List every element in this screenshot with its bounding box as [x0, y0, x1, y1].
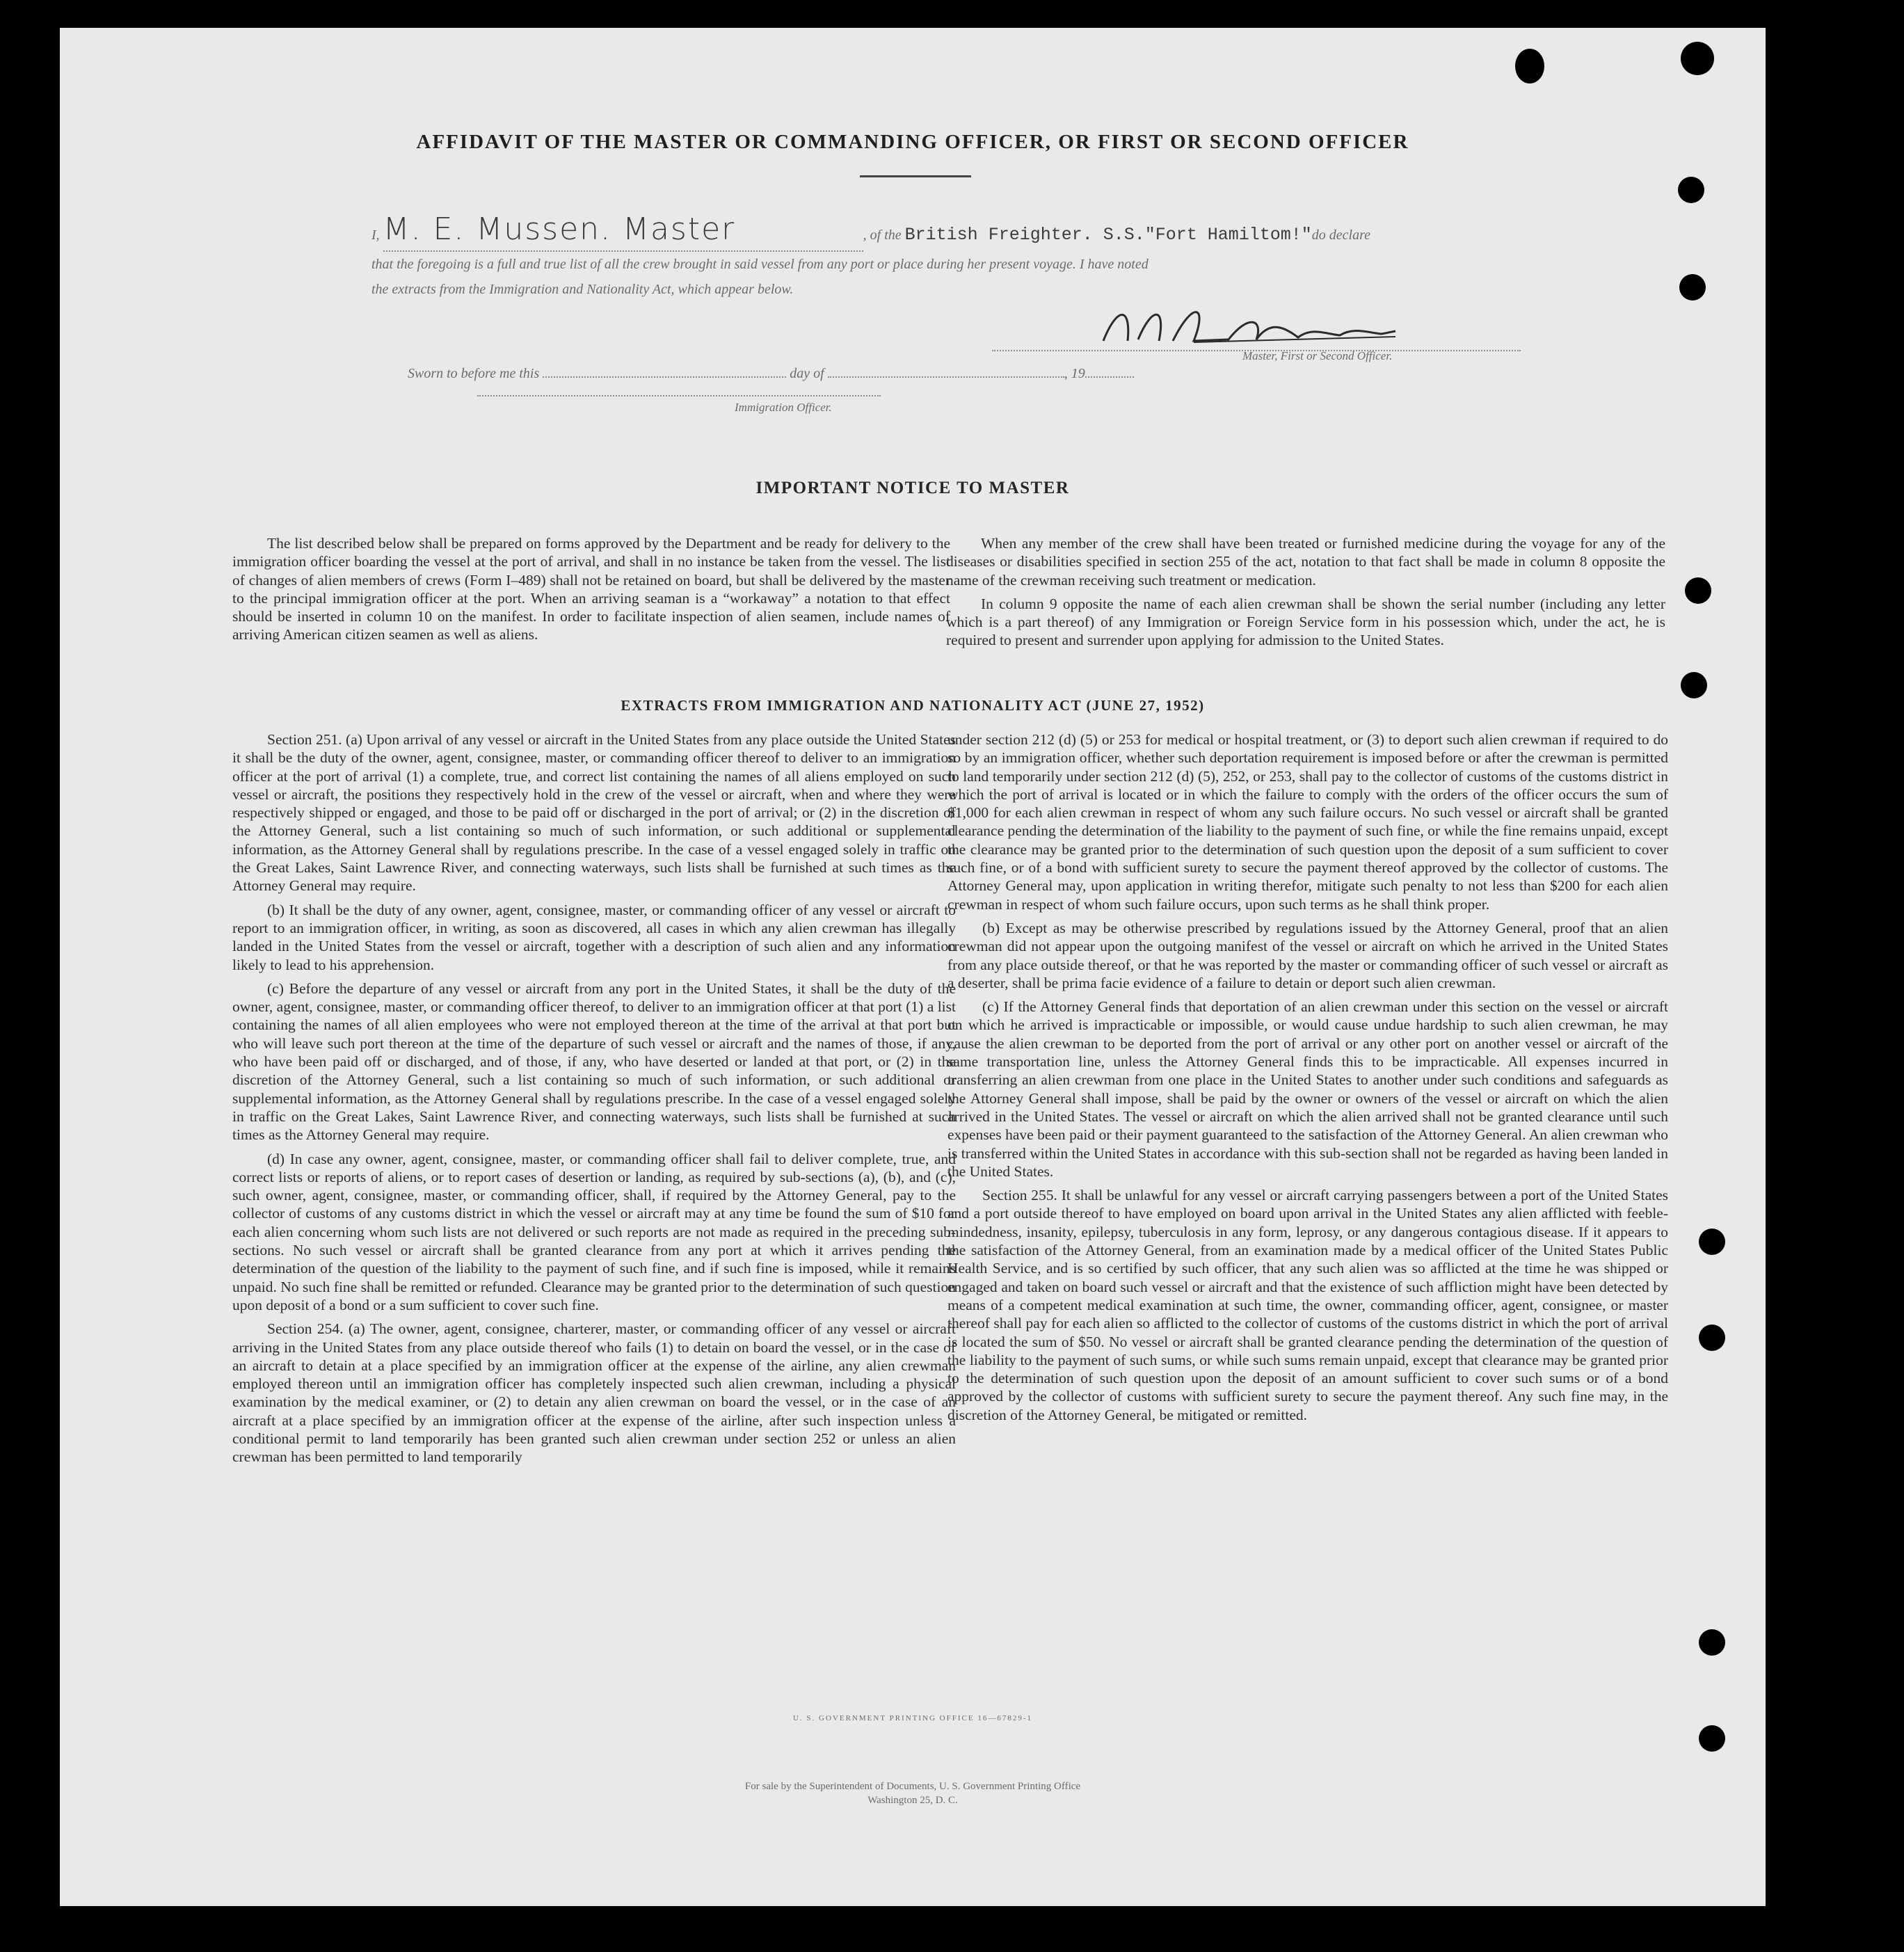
- extracts-left-column: [232, 730, 956, 1472]
- section-251-b: (b) It shall be the duty of any owner, agent, consignee, master, or commanding officer of any vessel or aircraft to report to an immigration officer, in writing, as soon as discovered, all cases in which any alien crewman has illegally landed in the United States from the vessel or aircraft, together with a description of such alien and any information likely to lead to his apprehension.: [232, 901, 956, 973]
- punch-hole: [1699, 1629, 1725, 1656]
- notice-right-paragraph-1: When any member of the crew shall have been treated or furnished medicine during the voyage for any of the diseases or disabilities specified in section 255 of the act, notation to that fact shall be made in column 8 opposite the name of the crewman receiving such treatment or medication.: [946, 535, 1665, 589]
- punch-hole: [1679, 274, 1706, 301]
- sworn-year-field: [1085, 376, 1134, 378]
- master-signature: [1089, 299, 1535, 355]
- declaration-line-1: [371, 211, 1526, 252]
- for-sale-line-1: For sale by the Superintendent of Documents, U. S. Government Printing Office: [744, 1781, 1081, 1792]
- signature-caption: Master, First or Second Officer.: [1242, 349, 1393, 362]
- punch-hole: [1699, 1325, 1725, 1351]
- notice-right-paragraph-2: In column 9 opposite the name of each alien crewman shall be shown the serial number (including any letter which is a part thereof) of any Immigration or Foreign Service form in his possession which, under the act, he is required to present and surrender upon applying for admission to the United States.: [946, 595, 1665, 649]
- declaration-suffix: do declare: [1311, 227, 1371, 243]
- printer-imprint: U. S. GOVERNMENT PRINTING OFFICE 16—67829-1: [792, 1714, 1032, 1722]
- sworn-day-field: [543, 376, 786, 378]
- section-251-c: (c) Before the departure of any vessel or aircraft from any port in the United States, it shall be the duty of the owner, agent, consignee, master, or commanding officer thereof, to deliver to an immigration officer at that port (1) a list containing the names of all alien employees who were not employed thereon at the time of the arrival at that port but who will leave such port thereon at the time of the departure of such vessel or aircraft and the names of those, if any, who have been paid off or discharged, and of those, if any, who have deserted or landed at that port, or (2) in the discretion of the Attorney General, such a list containing so much of such information, or such additional or supplemental information, as the Attorney General shall by regulations prescribe. In the case of a vessel engaged solely in traffic on the Great Lakes, Saint Lawrence River, and connecting waterways, such lists shall be furnished at such times as the Attorney General may require.: [232, 979, 956, 1144]
- sworn-prefix: Sworn to before me this: [408, 366, 540, 381]
- section-254-b: (b) Except as may be otherwise prescribed by regulations issued by the Attorney General, proof that an alien crewman did not appear upon the outgoing manifest of the vessel or aircraft on which he arrived in the United States from any place outside thereof, or that he was reported by the master or commanding officer of such vessel or aircraft as a deserter, shall be prima facie evidence of a failure to detain or deport such alien crewman.: [947, 919, 1668, 991]
- section-254-c: (c) If the Attorney General finds that deportation of an alien crewman under this section on the vessel or aircraft on which he arrived is impracticable or impossible, or would cause undue hardship to such alien crewman, he may cause the alien crewman to be deported from the port of arrival or any other port on another vessel or aircraft of the same transportation line, unless the Attorney General finds this to be impracticable. All expenses incurred in transferring an alien crewman from one place in the United States to another under such conditions and safeguards as the Attorney General shall impose, shall be paid by the owner or owners of the vessel or aircraft on which the alien arrived in the United States. The vessel or aircraft on which the alien arrived shall not be granted clearance until such expenses have been paid or their payment guaranteed to the satisfaction of the Attorney General. An alien crewman who is transferred within the United States in accordance with this sub-section shall not be regarded as having been landed in the United States.: [947, 998, 1668, 1180]
- sworn-day-label: day of: [790, 366, 824, 381]
- officer-caption: Immigration Officer.: [735, 401, 832, 414]
- master-name-handwritten: M. E. Mussen. Master: [383, 211, 736, 247]
- punch-hole: [1685, 577, 1711, 604]
- declaration-prefix: I,: [371, 227, 380, 243]
- declaration-line-3: the extracts from the Immigration and Nationality Act, which appear below.: [371, 282, 794, 297]
- section-254-a-continued: under section 212 (d) (5) or 253 for medical or hospital treatment, or (3) to deport such alien crewman if required to do so by an immigration officer, whether such deportation requirement is imposed before or after the crewman is permitted to land temporarily under section 212 (d) (5), 252, or 253, shall pay to the collector of customs of the customs district in which the port of arrival is located or in which the failure to comply with the orders of the officer occurs the sum of $1,000 for each alien crewman in respect of whom any such failure occurs. No such vessel or aircraft shall be granted clearance pending the determination of the liability to the payment of such fine, or while the fine remains unpaid, except the clearance may be granted prior to the determination of such question upon the deposit of a sum sufficient to cover such fine, or of a bond with sufficient surety to secure the payment thereof approved by the collector of customs. The Attorney General may, upon application in writing therefor, mitigate such penalty to not less than $200 for each alien crewman in respect of whom such failure occurs, upon such terms as he shall think proper.: [947, 731, 1668, 913]
- declaration-line-2: that the foregoing is a full and true list of all the crew brought in said vessel from any port or place during her present voyage. I have noted: [371, 257, 1149, 272]
- extracts-right-column: [947, 730, 1668, 1430]
- section-251-d: (d) In case any owner, agent, consignee, master, or commanding officer shall fail to deliver complete, true, and correct lists or reports of aliens, or to report cases of desertion or landing, as required by sub-sections (a), (b), and (c), such owner, agent, consignee, master, or commanding officer, shall, if required by the Attorney General, pay to the collector of customs of any customs district in which the vessel or aircraft may at any time be found the sum of $10 for each alien concerning whom such lists are not delivered or such reports are not made as required in the preceding sub-sections. No such vessel or aircraft shall be granted clearance from any port at which it arrives pending the determination of the question of the liability to the payment of such fine, and if such fine is imposed, while it remains unpaid. No such fine shall be remitted or refunded. Clearance may be granted prior to the determination of such question upon deposit of a bond or a sum sufficient to cover such fine.: [232, 1150, 956, 1313]
- affidavit-title: AFFIDAVIT OF THE MASTER OR COMMANDING OFFICER, OR FIRST OR SECOND OFFICER: [416, 131, 1409, 153]
- sworn-month-field: [828, 376, 1064, 378]
- punch-hole: [1515, 49, 1544, 83]
- officer-signature-line: [477, 395, 881, 397]
- title-divider: [860, 175, 971, 177]
- punch-hole: [1699, 1229, 1725, 1255]
- name-field: [383, 211, 863, 252]
- notice-left-column: [232, 534, 950, 650]
- declaration-of-the: , of the: [863, 227, 902, 243]
- punch-hole: [1681, 42, 1714, 75]
- document-page: [60, 28, 1766, 1906]
- section-254-a: Section 254. (a) The owner, agent, consignee, charterer, master, or commanding officer of any vessel or aircraft arriving in the United States from any place outside thereof who fails (1) to detain on board the vessel, or in the case of an aircraft to detain at a place specified by an immigration officer at the expense of the airline, any alien crewman employed thereon until an immigration officer has completely inspected such alien crewman, including a physical examination by the medical examiner, or (2) to detain any alien crewman on board the vessel, or in the case of an aircraft at a place specified by an immigration officer at the expense of the airline, after such inspection unless a conditional permit to land temporarily has been granted such alien crewman under section 252 or unless an alien crewman has been permitted to land temporarily: [232, 1320, 956, 1466]
- notice-title: IMPORTANT NOTICE TO MASTER: [755, 479, 1070, 497]
- sworn-line: [408, 366, 1134, 382]
- notice-left-paragraph: The list described below shall be prepared on forms approved by the Department and be ready for delivery to the immigration officer boarding the vessel at the port of arrival, and shall in no instance be taken from the vessel. The list of changes of alien members of crews (Form I–489) shall not be retained on board, but shall be delivered by the master to the principal immigration officer at the port. When an arriving seaman is a “workaway” a notation to that effect should be inserted in column 10 on the manifest. In order to facilitate inspection of alien seamen, include names of arriving American citizen seamen as well as aliens.: [232, 535, 950, 643]
- punch-hole: [1678, 177, 1704, 203]
- notice-right-column: [946, 534, 1665, 655]
- punch-hole: [1681, 672, 1707, 698]
- sworn-year-label: , 19: [1064, 366, 1085, 381]
- vessel-name-typed: British Freighter. S.S."Fort Hamiltom!": [904, 225, 1312, 245]
- declaration: [371, 211, 1526, 302]
- for-sale-line-2: Washington 25, D. C.: [867, 1795, 958, 1806]
- section-251-a: Section 251. (a) Upon arrival of any vessel or aircraft in the United States from any place outside the United States it shall be the duty of the owner, agent, consignee, master, or commanding officer thereof to deliver to an immigration officer at the port of arrival (1) a complete, true, and correct list containing the names of all aliens employed on such vessel or aircraft, the positions they respectively hold in the crew of the vessel or aircraft, when and where they were respectively shipped or engaged, and those to be paid off or discharged in the port of arrival; or (2) in the discretion of the Attorney General, such a list containing so much of such information, or such additional or supplemental information, as the Attorney General shall by regulations prescribe. In the case of a vessel engaged solely in traffic on the Great Lakes, Saint Lawrence River, and connecting waterways, such lists shall be furnished at such times as the Attorney General may require.: [232, 731, 956, 895]
- extracts-title: EXTRACTS FROM IMMIGRATION AND NATIONALITY ACT (JUNE 27, 1952): [621, 697, 1205, 714]
- punch-hole: [1699, 1725, 1725, 1752]
- section-255: Section 255. It shall be unlawful for any vessel or aircraft carrying passengers between a port of the United States and a port outside thereof to have employed on board upon arrival in the United States any alien afflicted with feeble-mindedness, insanity, epilepsy, tuberculosis in any form, leprosy, or any dangerous contagious disease. If it appears to the satisfaction of the Attorney General, from an examination made by a medical officer of the United States Public Health Service, and is so certified by such officer, that any such alien was so afflicted at the time he was shipped or engaged and taken on board such vessel or aircraft and that the existence of such affliction might have been detected by means of a competent medical examination at such time, the owner, commanding officer, agent, consignee, or master thereof shall pay for each alien so afflicted to the collector of customs of the customs district in which the port of arrival is located the sum of $50. No vessel or aircraft shall be granted clearance pending the determination of the question of the liability to the payment of such sums, or while such sums remain unpaid, except that clearance may be granted prior to the determination of such question upon the deposit of an amount sufficient to cover such sums or of a bond approved by the collector of customs with sufficient surety to secure the payment thereof. Any such fine may, in the discretion of the Attorney General, be mitigated or remitted.: [947, 1187, 1668, 1423]
